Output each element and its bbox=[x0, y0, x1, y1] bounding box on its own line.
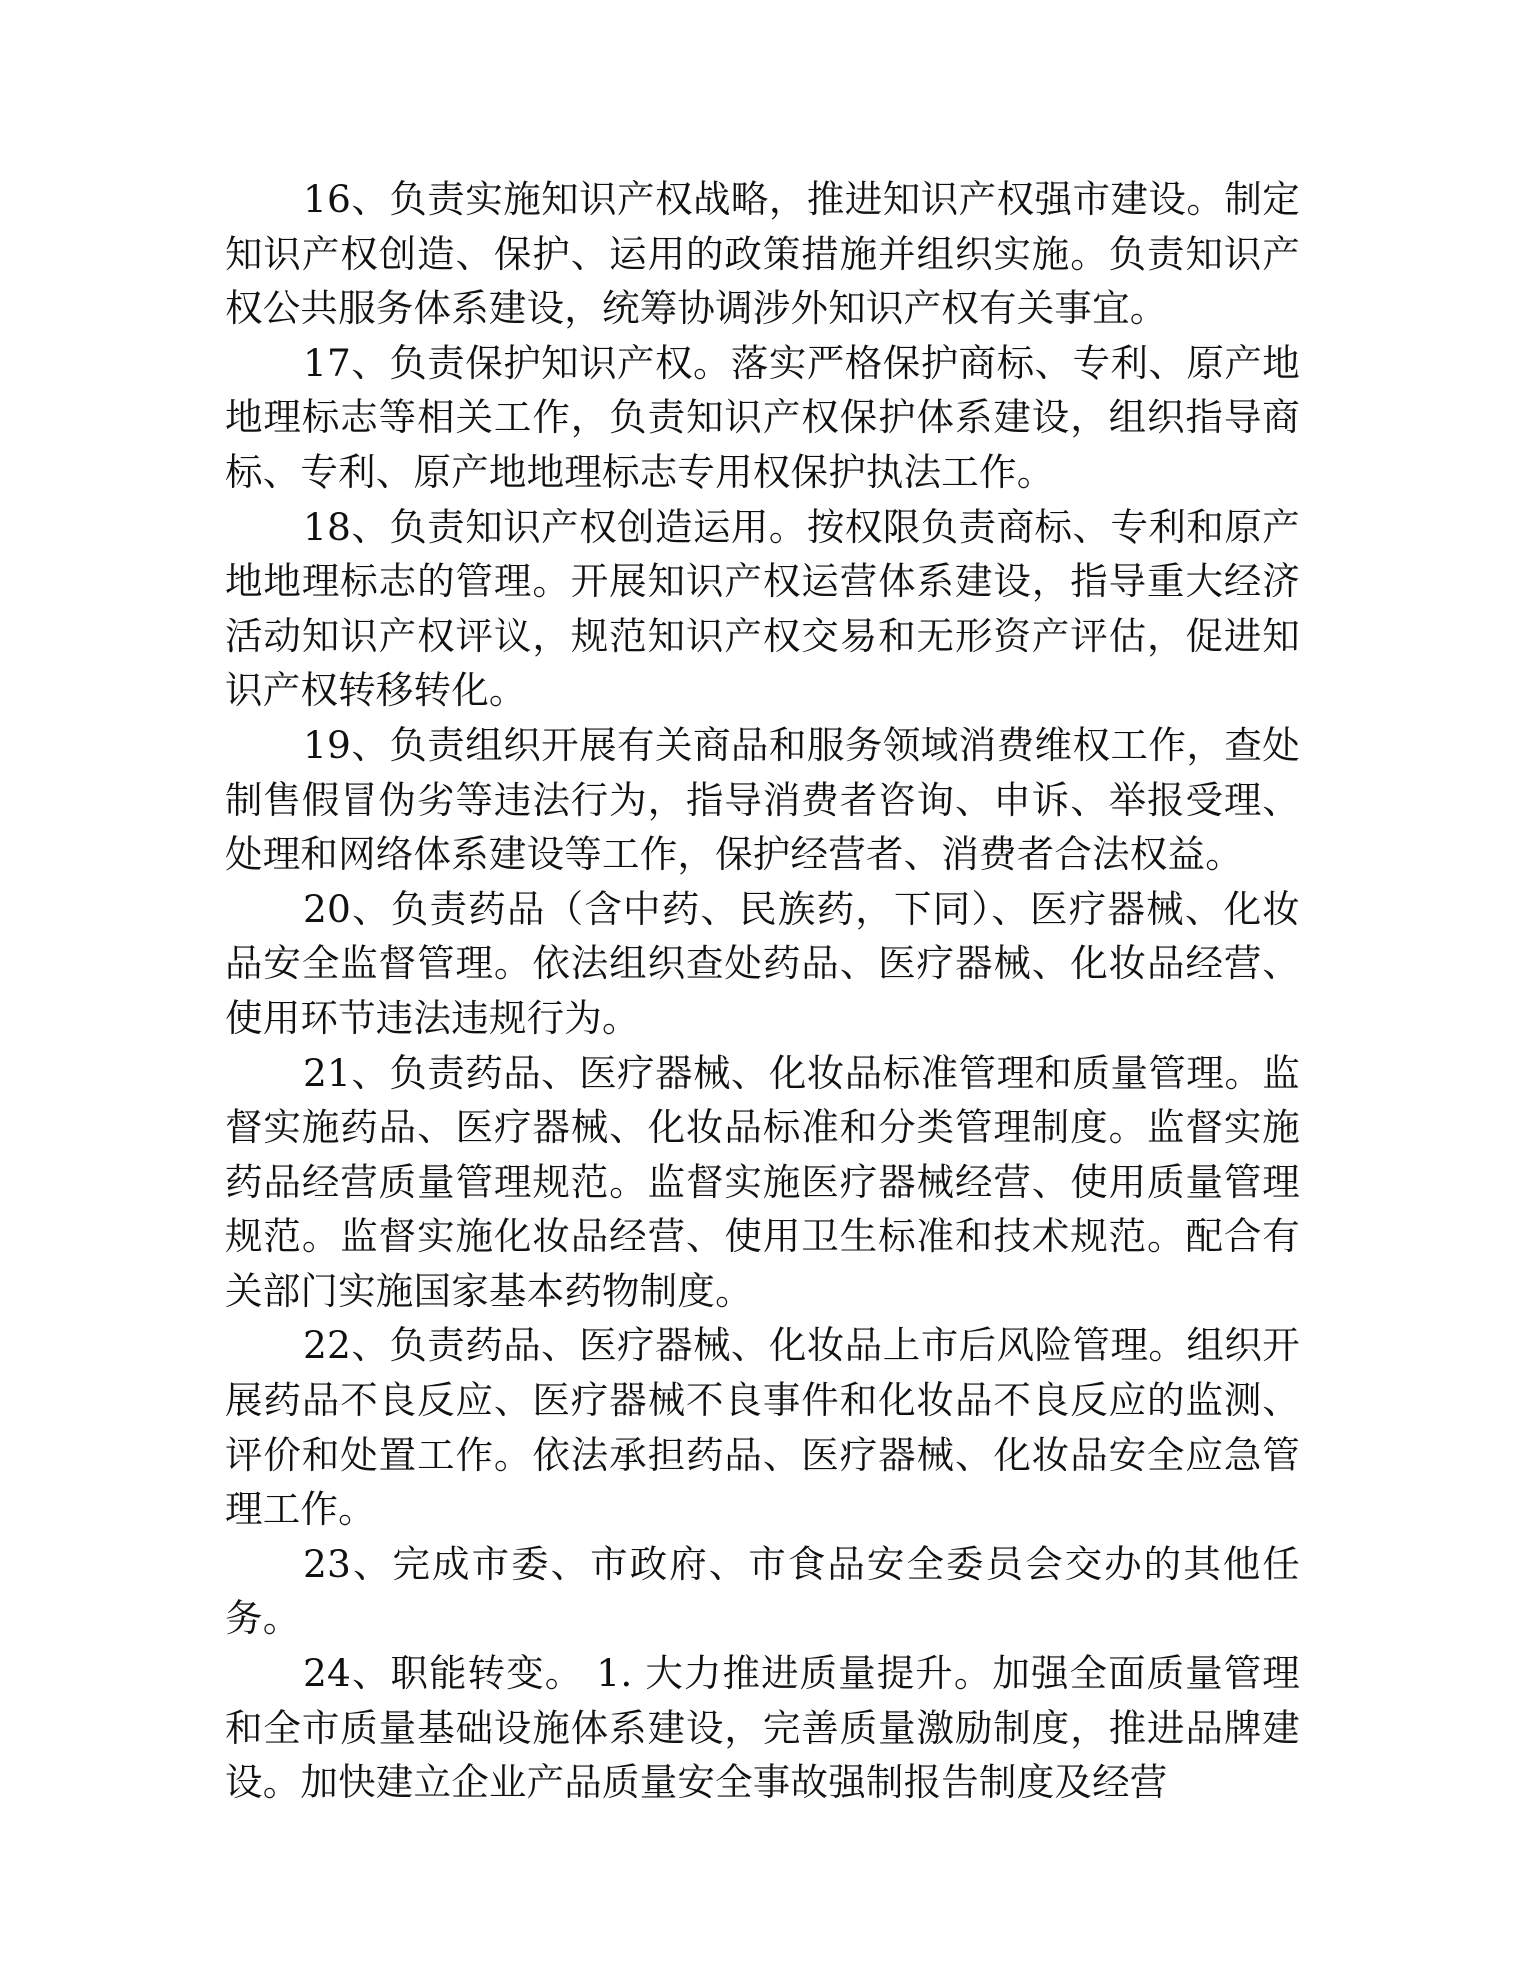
paragraph-21: 21、负责药品、医疗器械、化妆品标准管理和质量管理。监督实施药品、医疗器械、化妆品标准和分类管理制度。监督实施药品经营质量管理规范。监督实施医疗器械经营、使用质量管理规范。监督实施化妆品经营、使用卫生标准和技术规范。配合有关部门实施国家基本药物制度。 bbox=[225, 1050, 1300, 1313]
paragraph-19: 19、负责组织开展有关商品和服务领域消费维权工作，查处制售假冒伪劣等违法行为，指导消费者咨询、申诉、举报受理、处理和网络体系建设等工作，保护经营者、消费者合法权益。 bbox=[225, 722, 1300, 877]
paragraph-18: 18、负责知识产权创造运用。按权限负责商标、专利和原产地地理标志的管理。开展知识产权运营体系建设，指导重大经济活动知识产权评议，规范知识产权交易和无形资产评估，促进知识产权转移转化。 bbox=[225, 504, 1300, 713]
paragraph-24: 24、职能转变。 1. 大力推进质量提升。加强全面质量管理和全市质量基础设施体系建设，完善质量激励制度，推进品牌建设。加快建立企业产品质量安全事故强制报告制度及经营 bbox=[225, 1651, 1300, 1805]
paragraph-17: 17、负责保护知识产权。落实严格保护商标、专利、原产地地理标志等相关工作，负责知识产权保护体系建设，组织指导商标、专利、原产地地理标志专用权保护执法工作。 bbox=[225, 340, 1300, 494]
document-body bbox=[225, 172, 1300, 1810]
paragraph-20: 20、负责药品（含中药、民族药，下同）、医疗器械、化妆品安全监督管理。依法组织查处药品、医疗器械、化妆品经营、使用环节违法违规行为。 bbox=[225, 886, 1300, 1040]
paragraph-22: 22、负责药品、医疗器械、化妆品上市后风险管理。组织开展药品不良反应、医疗器械不良事件和化妆品不良反应的监测、评价和处置工作。依法承担药品、医疗器械、化妆品安全应急管理工作。 bbox=[225, 1323, 1300, 1532]
paragraph-16: 16、负责实施知识产权战略，推进知识产权强市建设。制定知识产权创造、保护、运用的政策措施并组织实施。负责知识产权公共服务体系建设，统筹协调涉外知识产权有关事宜。 bbox=[225, 177, 1300, 331]
paragraph-23: 23、完成市委、市政府、市食品安全委员会交办的其他任务。 bbox=[225, 1541, 1300, 1641]
